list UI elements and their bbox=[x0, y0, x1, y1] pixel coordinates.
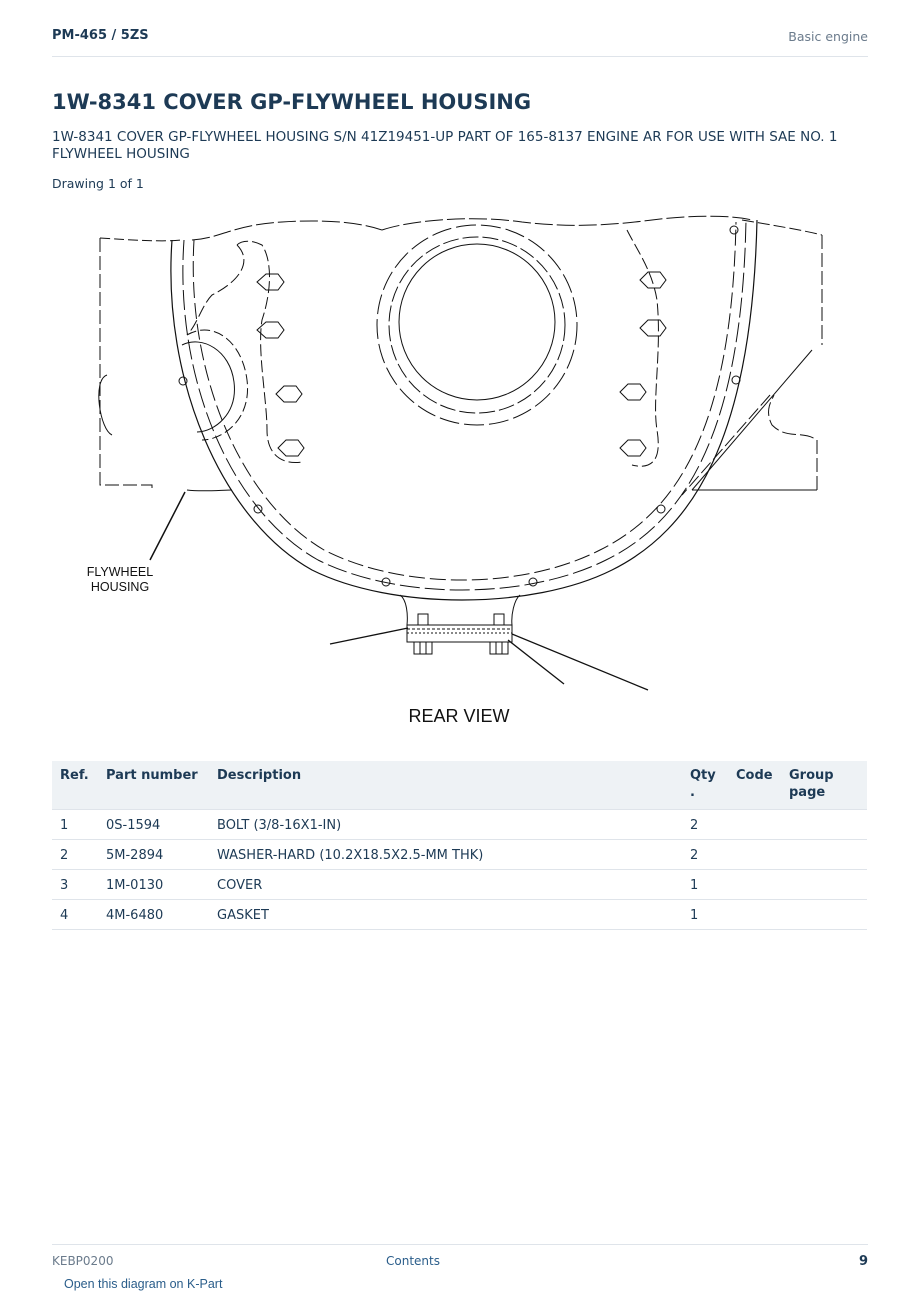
page-header bbox=[52, 28, 868, 57]
qty-header-line1: Qty bbox=[690, 768, 716, 783]
flywheel-housing-label-line2: HOUSING bbox=[90, 580, 150, 594]
page-subtitle: 1W-8341 COVER GP-FLYWHEEL HOUSING S/N 41Z19451-UP PART OF 165-8137 ENGINE AR FOR USE WITH SAE NO. 1 FLYWHEEL HOUSING bbox=[52, 129, 838, 162]
section-label: Basic engine bbox=[788, 29, 868, 44]
code-cell bbox=[728, 840, 781, 870]
group-header-line2: page bbox=[789, 785, 826, 800]
table-row[interactable] bbox=[52, 900, 867, 930]
parts-table bbox=[52, 761, 867, 930]
group-page-cell bbox=[781, 840, 867, 870]
flywheel-housing-label-line1: FLYWHEEL bbox=[86, 565, 154, 579]
qty-cell: 2 bbox=[682, 840, 728, 870]
ref-cell: 1 bbox=[52, 810, 98, 840]
drawing-counter: Drawing 1 of 1 bbox=[52, 176, 144, 191]
code-cell bbox=[728, 870, 781, 900]
ref-header: Ref. bbox=[52, 761, 98, 810]
qty-cell: 1 bbox=[682, 900, 728, 930]
code-cell bbox=[728, 900, 781, 930]
code-cell bbox=[728, 810, 781, 840]
rear-view-caption: REAR VIEW bbox=[408, 706, 510, 726]
part-number-cell[interactable]: 5M-2894 bbox=[98, 840, 209, 870]
part-number-header: Part number bbox=[98, 761, 209, 810]
page-number: 9 bbox=[858, 1254, 868, 1269]
part-number-cell[interactable]: 4M-6480 bbox=[98, 900, 209, 930]
description-header: Description bbox=[209, 761, 682, 810]
part-number-cell[interactable]: 0S-1594 bbox=[98, 810, 209, 840]
qty-cell: 2 bbox=[682, 810, 728, 840]
description-cell: COVER bbox=[209, 870, 682, 900]
qty-header-line2: . bbox=[690, 785, 695, 800]
page-footer bbox=[52, 1244, 868, 1275]
part-number-cell[interactable]: 1M-0130 bbox=[98, 870, 209, 900]
qty-cell: 1 bbox=[682, 870, 728, 900]
table-row[interactable] bbox=[52, 870, 867, 900]
description-cell: WASHER-HARD (10.2X18.5X2.5-MM THK) bbox=[209, 840, 682, 870]
parts-diagram[interactable] bbox=[52, 200, 867, 735]
group-page-header bbox=[781, 761, 867, 810]
ref-cell: 4 bbox=[52, 900, 98, 930]
table-row[interactable] bbox=[52, 840, 867, 870]
document-code: KEBP0200 bbox=[52, 1254, 114, 1268]
group-header-line1: Group bbox=[789, 768, 834, 783]
ref-cell: 2 bbox=[52, 840, 98, 870]
description-cell: BOLT (3/8-16X1-IN) bbox=[209, 810, 682, 840]
table-row[interactable] bbox=[52, 810, 867, 840]
description-cell: GASKET bbox=[209, 900, 682, 930]
code-header: Code bbox=[728, 761, 781, 810]
open-kpart-link[interactable]: Open this diagram on K-Part bbox=[64, 1277, 223, 1291]
group-page-cell bbox=[781, 810, 867, 840]
ref-cell: 3 bbox=[52, 870, 98, 900]
flywheel-housing-drawing bbox=[52, 200, 867, 735]
group-page-cell bbox=[781, 870, 867, 900]
model-label: PM-465 / 5ZS bbox=[52, 28, 149, 43]
page-title: 1W-8341 COVER GP-FLYWHEEL HOUSING bbox=[52, 90, 532, 114]
table-header-row bbox=[52, 761, 867, 810]
qty-header bbox=[682, 761, 728, 810]
contents-link[interactable]: Contents bbox=[386, 1254, 440, 1268]
group-page-cell bbox=[781, 900, 867, 930]
